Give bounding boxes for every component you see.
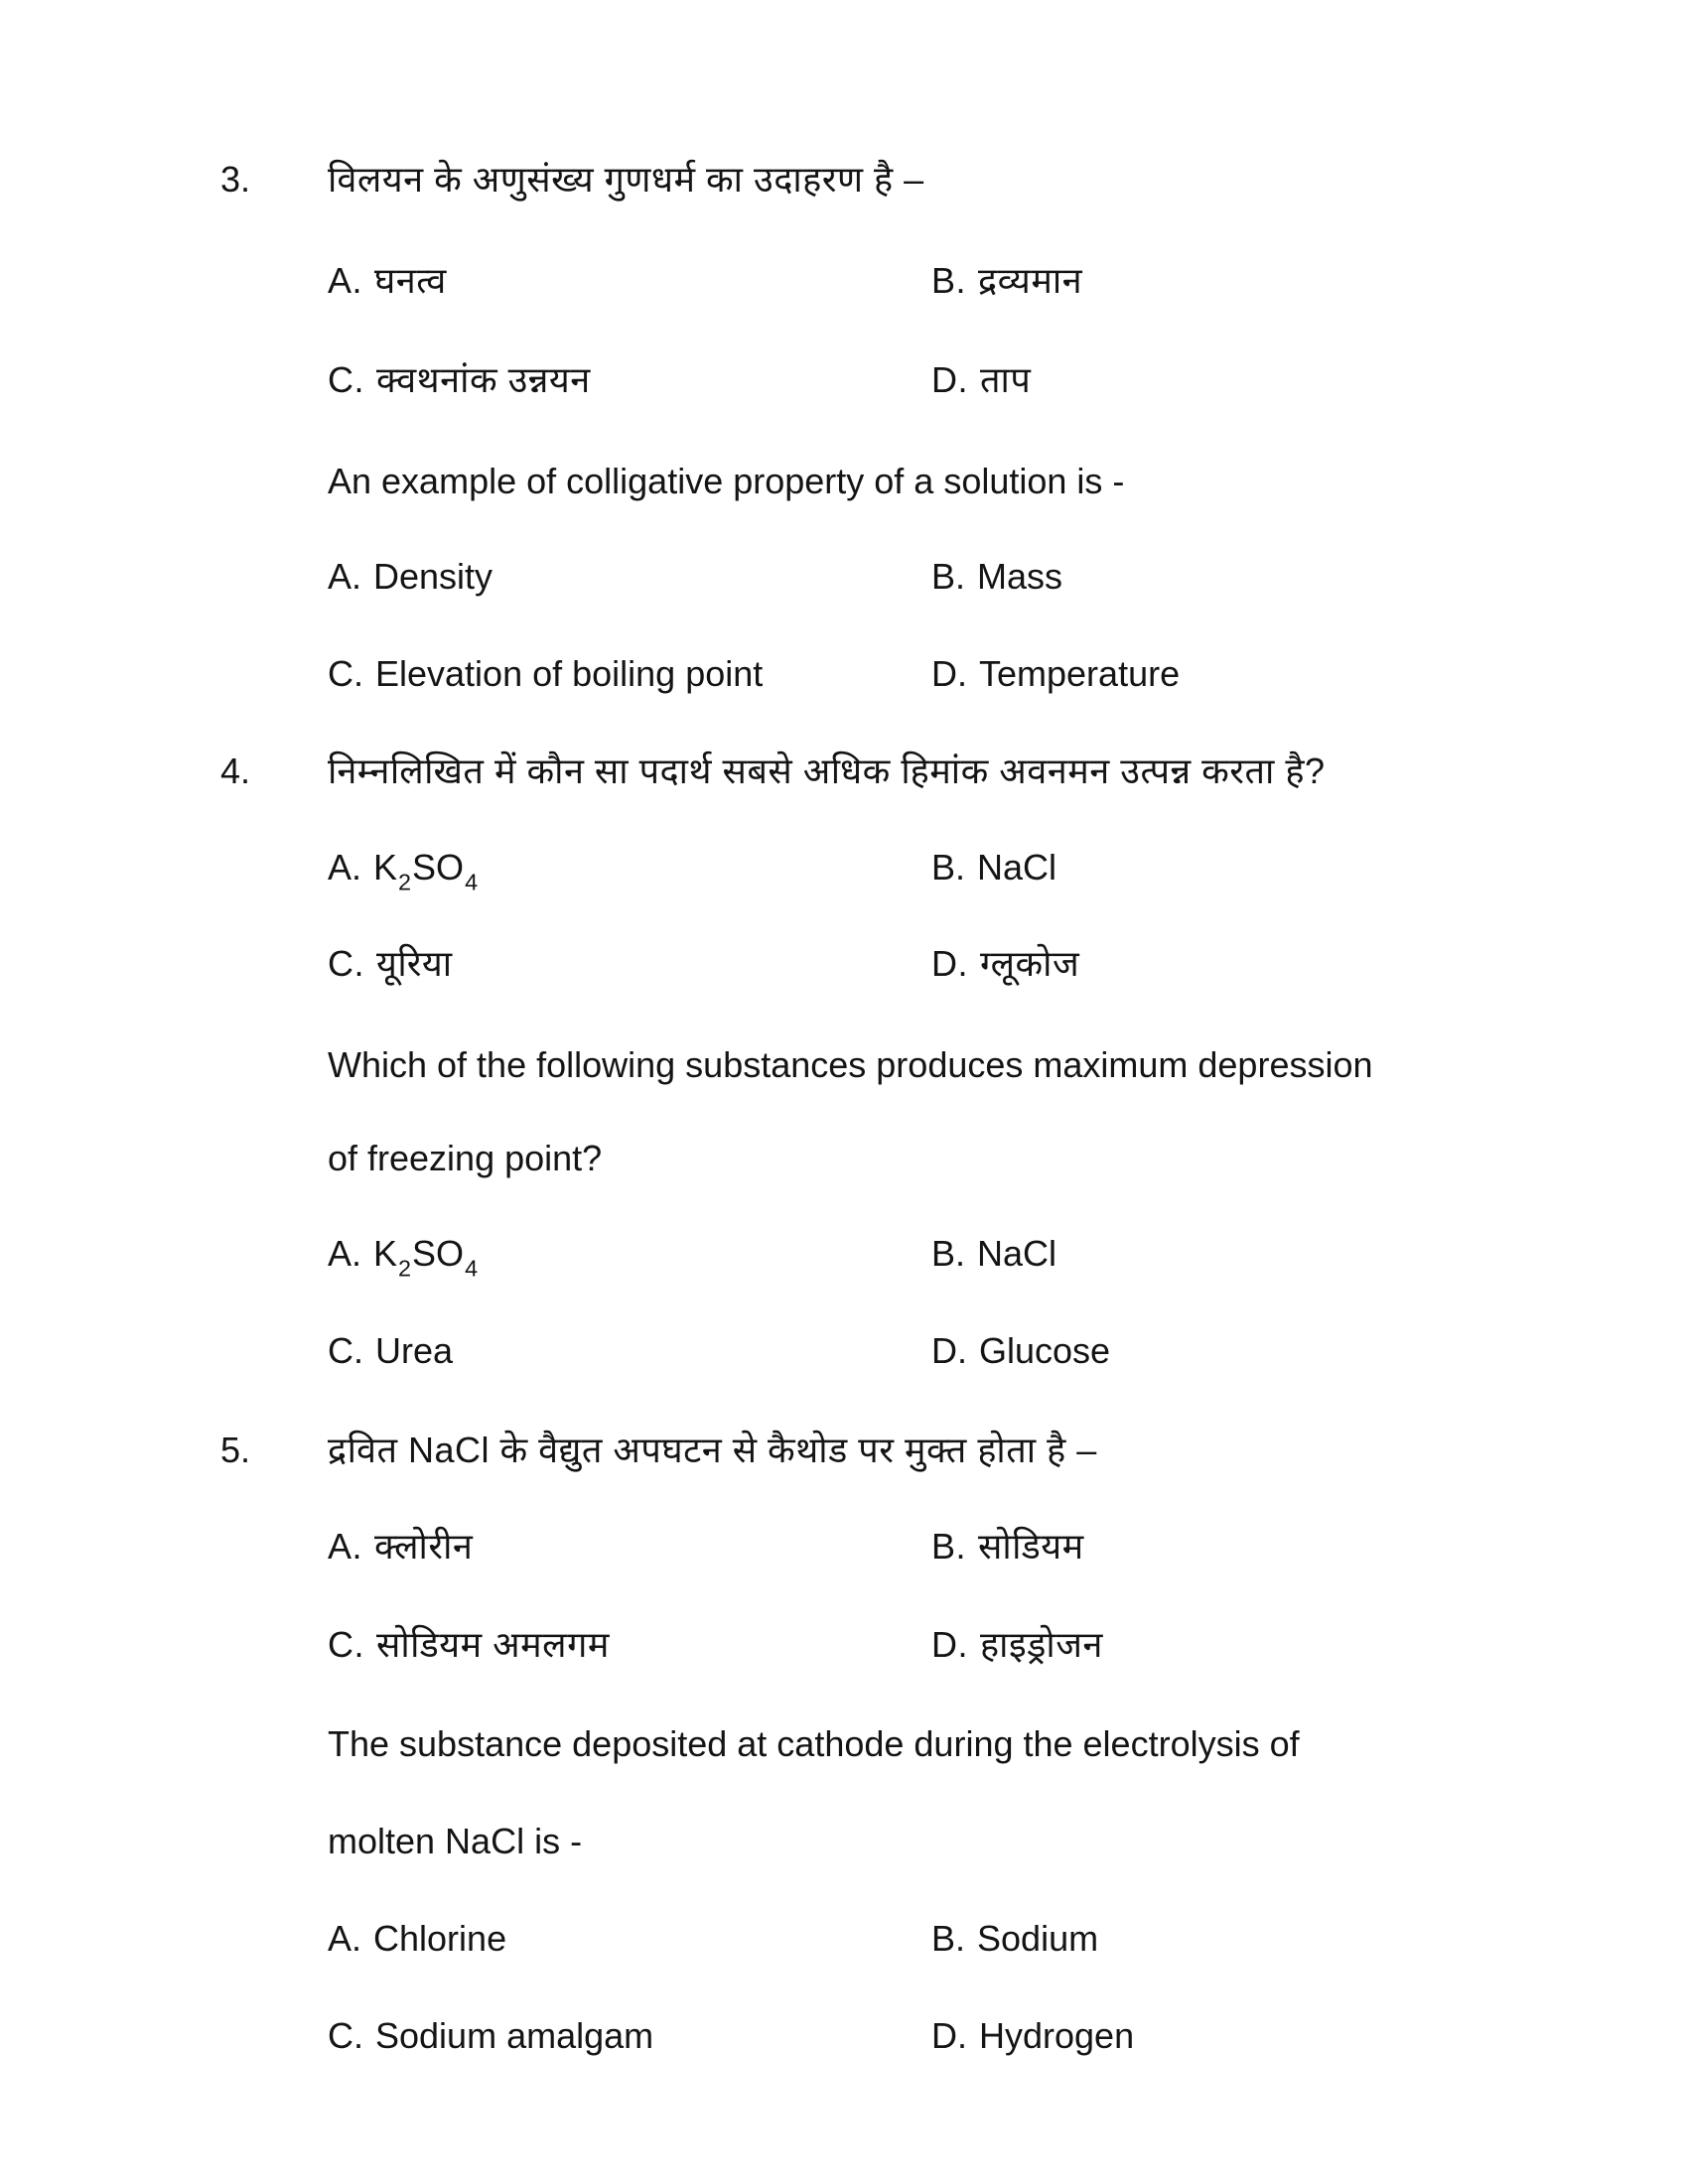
- option-label: A.: [328, 1526, 363, 1567]
- option-text: द्रव्यमान: [978, 260, 1083, 301]
- option-text: Density: [373, 556, 493, 597]
- option-label: A.: [328, 556, 362, 597]
- formula-subscript: 2: [398, 1255, 412, 1282]
- option-label: C.: [328, 653, 363, 694]
- option-c-hindi: [328, 943, 453, 984]
- option-text: Glucose: [979, 1330, 1111, 1371]
- option-label: B.: [931, 1233, 966, 1274]
- question-3-number: 3.: [220, 159, 251, 200]
- formula-subscript: 4: [465, 869, 479, 895]
- option-d-hindi: [931, 1624, 1103, 1665]
- option-text: Elevation of boiling point: [375, 653, 764, 694]
- option-text: NaCl: [977, 1233, 1057, 1274]
- option-c-hindi: [328, 359, 591, 400]
- option-text: Sodium: [977, 1918, 1099, 1959]
- option-label: C.: [328, 1330, 363, 1371]
- option-d-hindi: [931, 359, 1031, 400]
- option-c-english: [328, 1330, 453, 1371]
- option-c-hindi: [328, 1624, 610, 1665]
- question-4-text-english-line-1: Which of the following substances produces maximum depression: [328, 1044, 1373, 1085]
- option-d-hindi: [931, 943, 1079, 984]
- option-label: B.: [931, 1918, 966, 1959]
- option-a-english: [328, 556, 492, 597]
- question-5-text-english-line-1: The substance deposited at cathode during the electrolysis of: [328, 1723, 1300, 1764]
- option-label: C.: [328, 943, 364, 984]
- formula-base: K: [373, 847, 398, 887]
- option-text: क्लोरीन: [374, 1526, 474, 1567]
- question-5-text-english-line-2: molten NaCl is -: [328, 1821, 583, 1861]
- question-3-text-english: An example of colligative property of a solution is -: [328, 461, 1125, 501]
- option-b-hindi: [931, 260, 1082, 301]
- formula-base: K: [373, 1233, 398, 1274]
- option-b-english: [931, 1918, 1098, 1959]
- option-a-hindi: [328, 847, 479, 895]
- option-text: हाइड्रोजन: [980, 1624, 1103, 1665]
- option-text: NaCl: [977, 847, 1057, 887]
- option-d-english: [931, 1330, 1110, 1371]
- option-a-hindi: [328, 1526, 473, 1567]
- option-label: D.: [931, 653, 967, 694]
- option-text: सोडियम: [978, 1526, 1084, 1567]
- option-text: Chlorine: [373, 1918, 507, 1959]
- option-text: यूरिया: [376, 943, 453, 984]
- k2so4-formula: [373, 847, 479, 895]
- option-label: B.: [931, 847, 966, 887]
- option-label: C.: [328, 2015, 363, 2056]
- option-text: Urea: [375, 1330, 454, 1371]
- option-d-english: [931, 653, 1180, 694]
- option-b-english: [931, 556, 1062, 597]
- k2so4-formula: [373, 1233, 479, 1282]
- option-text: ग्लूकोज: [980, 943, 1080, 984]
- option-label: A.: [328, 1233, 362, 1274]
- question-3-text-hindi: विलयन के अणुसंख्य गुणधर्म का उदाहरण है –: [328, 159, 924, 200]
- question-5-text-hindi: द्रवित NaCl के वैद्युत अपघटन से कैथोड पर मुक्त होता है –: [328, 1430, 1097, 1470]
- option-c-english: [328, 653, 763, 694]
- question-4-text-english-line-2: of freezing point?: [328, 1138, 603, 1178]
- option-label: B.: [931, 1526, 967, 1567]
- option-a-english: [328, 1233, 479, 1282]
- option-text: ताप: [980, 359, 1032, 400]
- option-text: सोडियम अमलगम: [376, 1624, 610, 1665]
- option-label: D.: [931, 359, 968, 400]
- question-4-text-hindi: निम्नलिखित में कौन सा पदार्थ सबसे अधिक हिमांक अवनमन उत्पन्न करता है?: [328, 751, 1326, 791]
- question-5-number: 5.: [220, 1430, 251, 1470]
- option-b-hindi: [931, 847, 1056, 887]
- formula-subscript: 2: [398, 869, 412, 895]
- option-label: A.: [328, 260, 363, 301]
- option-label: A.: [328, 1918, 362, 1959]
- option-label: D.: [931, 943, 968, 984]
- option-text: Sodium amalgam: [375, 2015, 654, 2056]
- option-label: C.: [328, 359, 364, 400]
- option-text: Temperature: [979, 653, 1181, 694]
- option-c-english: [328, 2015, 653, 2056]
- option-label: A.: [328, 847, 362, 887]
- option-label: D.: [931, 1624, 968, 1665]
- option-label: D.: [931, 1330, 967, 1371]
- option-text: Hydrogen: [979, 2015, 1135, 2056]
- option-label: D.: [931, 2015, 967, 2056]
- option-text: Mass: [977, 556, 1063, 597]
- option-b-hindi: [931, 1526, 1084, 1567]
- formula-base: SO: [412, 1233, 465, 1274]
- formula-subscript: 4: [465, 1255, 479, 1282]
- option-text: घनत्व: [374, 260, 447, 301]
- option-text: क्वथनांक उन्नयन: [376, 359, 591, 400]
- option-label: C.: [328, 1624, 364, 1665]
- option-d-english: [931, 2015, 1134, 2056]
- option-a-english: [328, 1918, 506, 1959]
- option-label: B.: [931, 260, 967, 301]
- option-label: B.: [931, 556, 966, 597]
- option-a-hindi: [328, 260, 447, 301]
- question-4-number: 4.: [220, 751, 251, 791]
- option-b-english: [931, 1233, 1056, 1274]
- formula-base: SO: [412, 847, 465, 887]
